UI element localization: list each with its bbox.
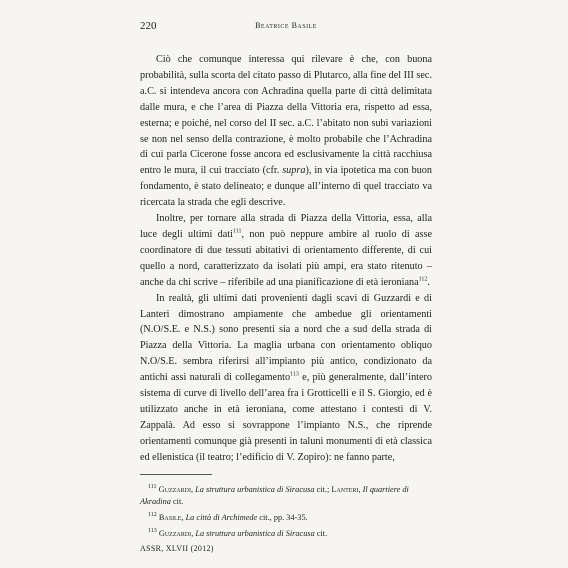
text-run: In realtà, gli ultimi dati provenienti dagli scavi di Guzzardi e di Lanteri dimostrano ampiamente che ambedue gli orientamenti (N.O/S.E. e N.S.) sono presenti sia a nord che a sud della strada di Piazza della Vittoria. La maglia urbana con orientamento obliquo N.O/S.E. sembra riferirsi all’impianto più antico, condizionato da antichi assi naturali di collegamento [140, 292, 432, 384]
text-run: cit. [170, 497, 184, 506]
footnote-marker: 111 [232, 228, 242, 235]
text-run: . [427, 276, 430, 288]
text-run: cit. [314, 529, 328, 538]
main-text [140, 52, 432, 466]
page-number: 220 [140, 20, 157, 32]
italic-text: La struttura urbanistica di Siracusa [195, 485, 315, 494]
journal-footer: ASSR, XLVII (2012) [140, 544, 214, 553]
author-name: Basile [158, 513, 182, 522]
text-run: , [191, 529, 196, 538]
footnote-marker: 112 [418, 276, 428, 283]
running-head: Beatrice Basile [255, 21, 317, 30]
footnotes [140, 484, 432, 544]
italic-text: La città di Archimede [185, 513, 258, 522]
text-run: , [181, 513, 186, 522]
footnote-marker: 113 [290, 371, 299, 378]
text-run: , [358, 485, 363, 494]
author-name: Guzzardi [158, 485, 191, 494]
author-name: Lanteri [331, 485, 359, 494]
text-run: cit., pp. 34-35. [257, 513, 308, 522]
text-run: Inoltre, per tornare alla strada di Piazza della Vittoria, essa, alla luce degli ultimi dati [140, 213, 432, 240]
italic-text: supra [282, 165, 306, 177]
footnote-marker: 112 [148, 512, 157, 519]
paragraph [140, 52, 432, 211]
text-run: , [190, 485, 196, 494]
footnote-marker: 111 [148, 484, 157, 491]
author-name: Guzzardi [158, 529, 192, 538]
footnote-marker: 113 [148, 528, 157, 535]
italic-text: Il quartiere di Akradina [140, 485, 409, 506]
footnote [140, 512, 432, 524]
text-run: Ciò che comunque interessa qui rilevare è che, con buona probabilità, sulla scorta del citato passo di Plutarco, alla fine del III sec. a.C. si intendeva ancora con Achradina quella parte di città delimitata dalle mura, e che l’area di Piazza della Vittoria era, rispetto ad essa, esterna; e poiché, nel corso del II sec. a.C. l’abitato non subì variazioni se non nel senso della contrazione, è molto probabile che l’Achradina di cui parla Cicerone fosse ancora ed esclusivamente la città racchiusa entro le mura, il cui tracciato (cfr. [140, 54, 432, 177]
text-run: cit.; [314, 485, 332, 494]
footnote [140, 528, 432, 540]
text-run: , non può neppure ambire al ruolo di asse coordinatore di due tessuti abitativi di orientamento differente, di cui quello a nord, caratterizzato da isolati più ampi, era stato ritenuto – anche da chi scrive – riferibile ad una pianificazione di età ieroniana [140, 228, 432, 288]
page-header [140, 20, 432, 34]
paragraph [140, 291, 432, 466]
italic-text: La struttura urbanistica di Siracusa [195, 529, 315, 538]
text-run: ), in via ipotetica ma con buon fondamento, è stato delineato; e dunque all’interno di quel tracciato va ricercata la strada che egli descrive. [140, 165, 432, 209]
footnote [140, 484, 432, 508]
footnote-rule [140, 474, 212, 475]
paragraph [140, 211, 432, 291]
text-run: e, più generalmente, dall’intero sistema di curve di livello dell’area fra i Grotticelli e il S. Giorgio, ed è utilizzato anche in età ieroniana, come attestano i contesti di V. Zappalà. Ad esso si sovrappone l’impianto N.S., che riprende orientamenti comunque già presenti in taluni monumenti di età classica ed ellenistica (il teatro; l’edificio di V. Zopiro): ne fanno parte, [140, 372, 433, 463]
